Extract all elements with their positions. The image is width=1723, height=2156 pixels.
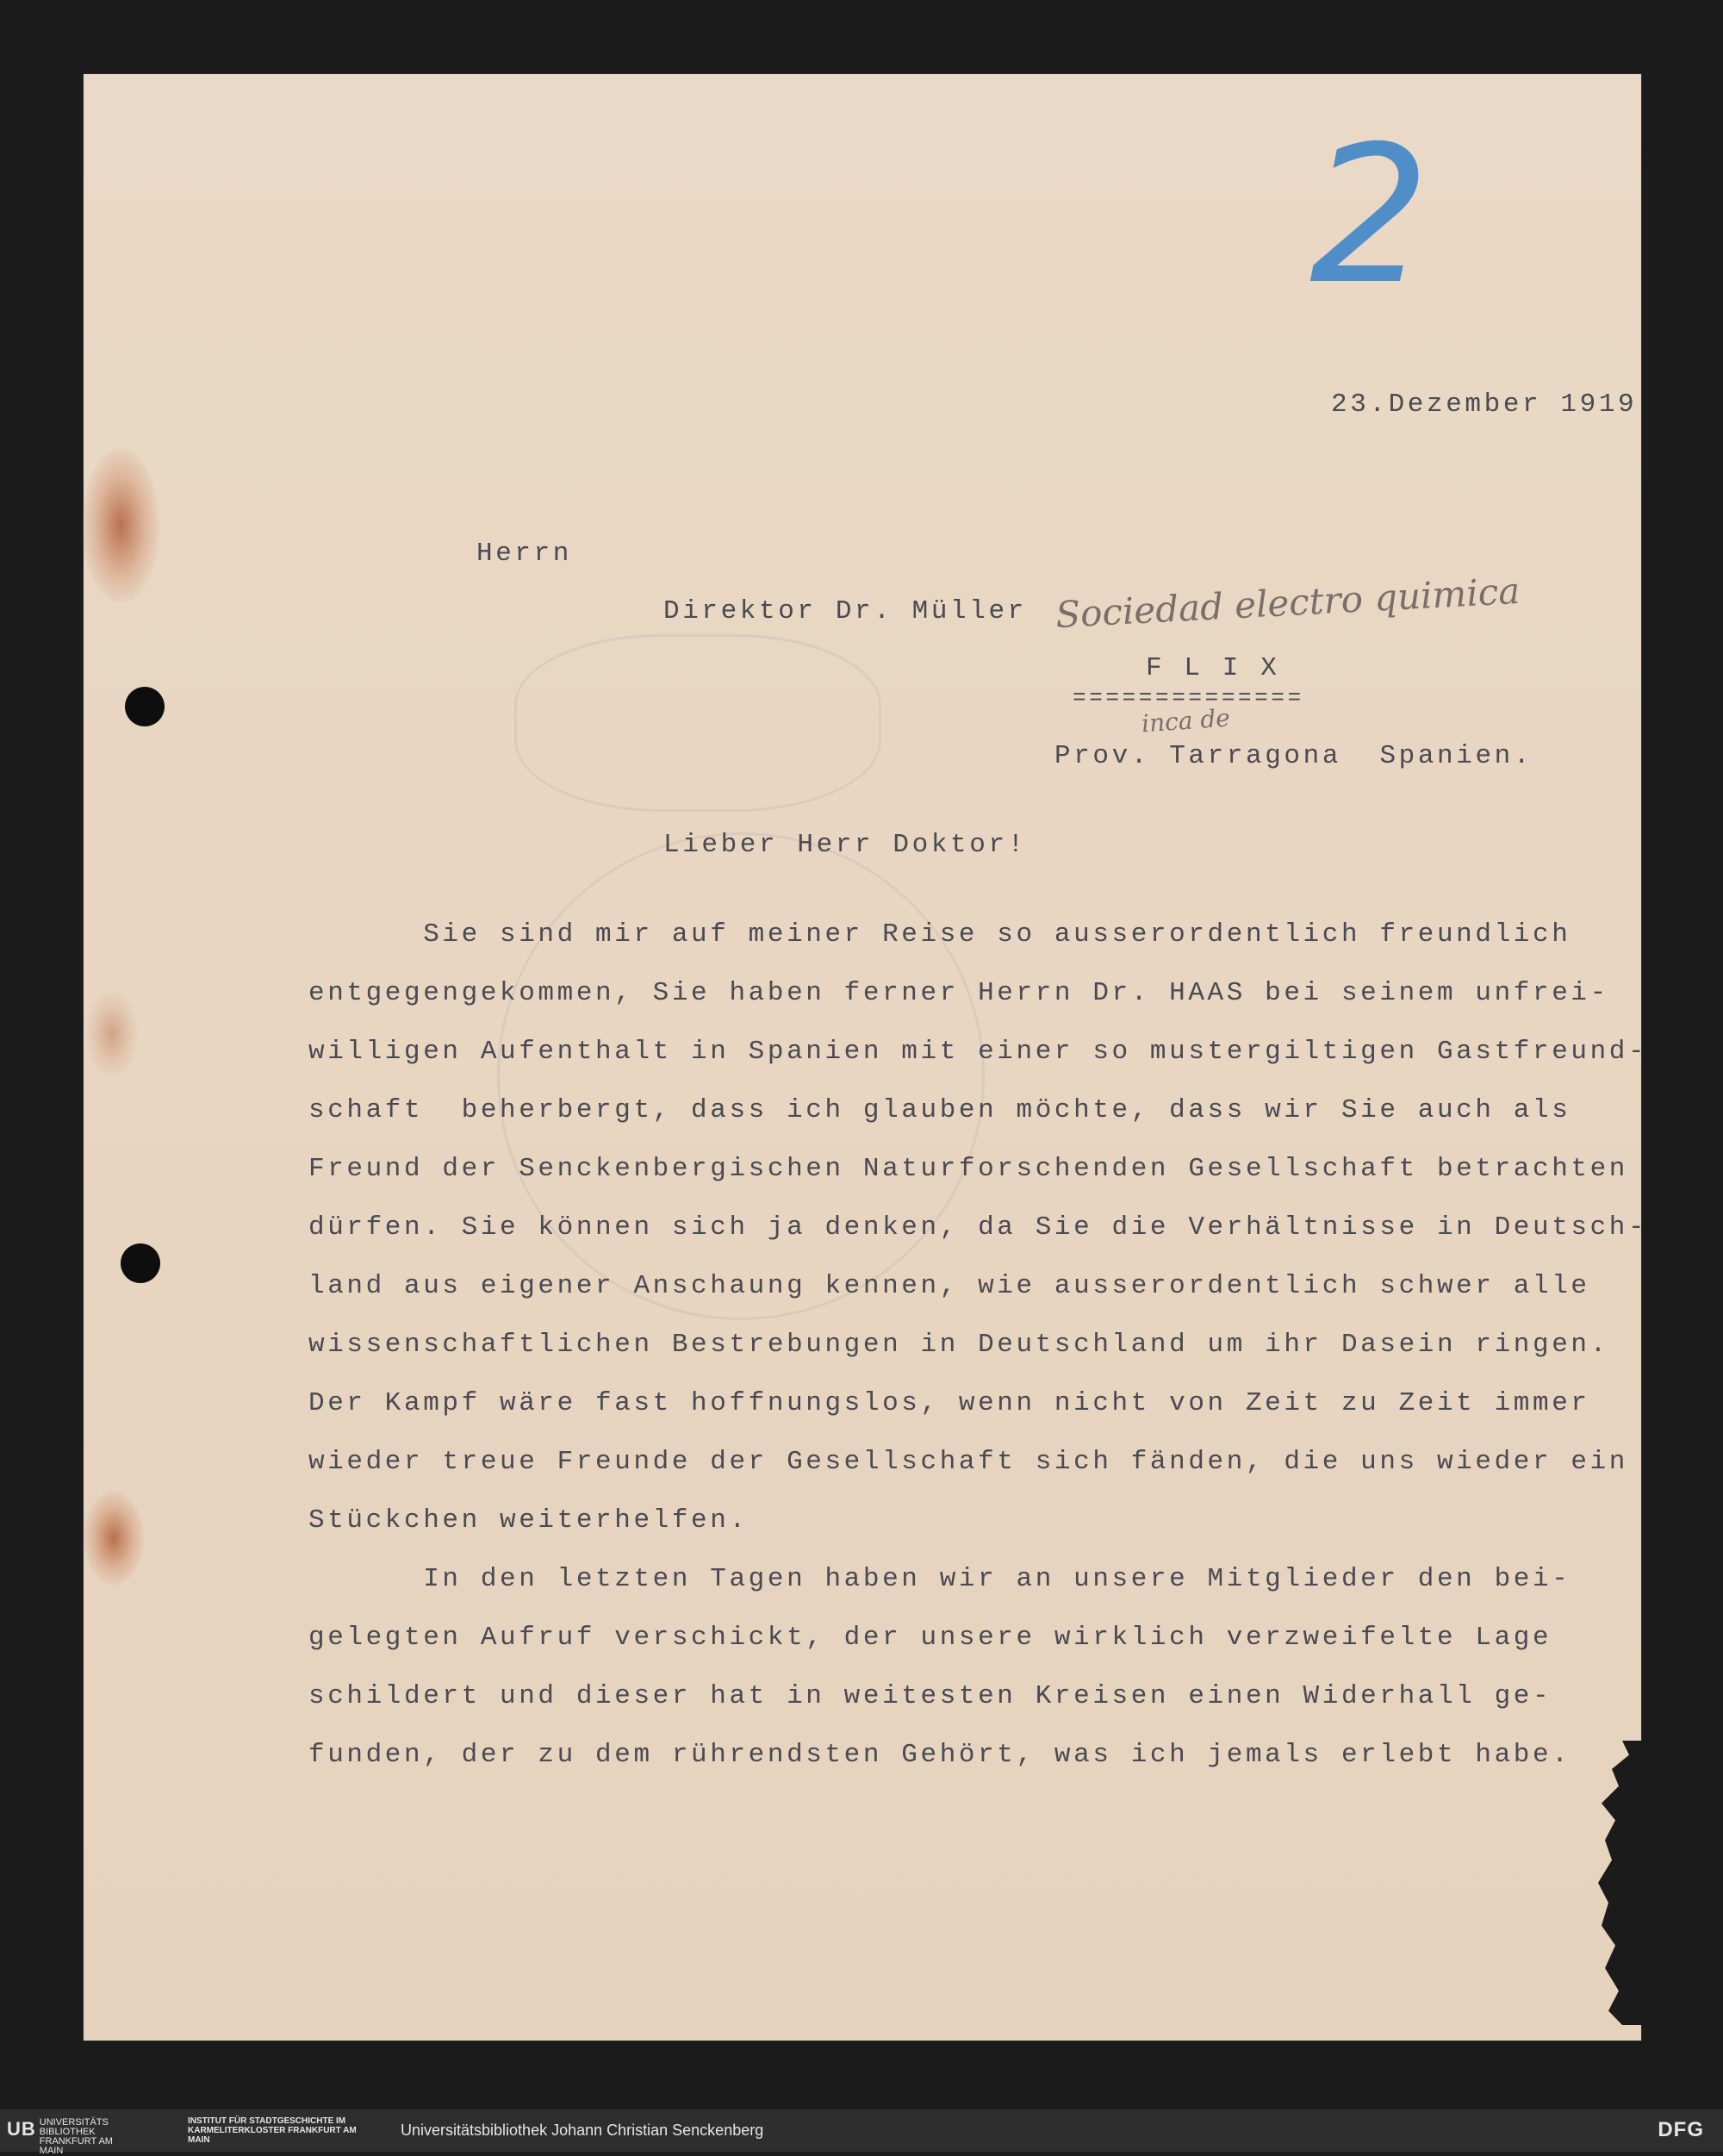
- punch-hole: [125, 687, 165, 726]
- paragraph-line: Der Kampf wäre fast hoffnungslos, wenn nicht von Zeit zu Zeit immer: [308, 1388, 1590, 1418]
- faint-stamp-mark: [497, 832, 985, 1320]
- paragraph-line: willigen Aufenthalt in Spanien mit einer so mustergiltigen Gastfreund-: [308, 1037, 1648, 1067]
- faint-embossed-mark: [514, 634, 881, 812]
- address-town: F L I X: [1146, 653, 1280, 683]
- dfg-logo: DFG: [1658, 2118, 1704, 2141]
- address-herrn: Herrn: [476, 539, 573, 569]
- footer-library-name: Universitätsbibliothek Johann Christian Senckenberg: [401, 2122, 764, 2139]
- institute-logo: INSTITUT FÜR STADTGESCHICHTE IM KARMELITERKLOSTER FRANKFURT AM MAIN: [188, 2116, 357, 2145]
- paragraph-line: In den letzten Tagen haben wir an unsere Mitglieder den bei-: [308, 1564, 1571, 1594]
- handwritten-province-insert: inca de: [1140, 703, 1231, 738]
- paragraph-line: schaft beherbergt, dass ich glauben möchte, dass wir Sie auch als: [308, 1095, 1571, 1125]
- paragraph-line: wissenschaftlichen Bestrebungen in Deutschland um ihr Dasein ringen.: [308, 1330, 1609, 1360]
- paragraph-line: gelegten Aufruf verschickt, der unsere wirklich verzweifelte Lage: [308, 1623, 1552, 1653]
- punch-hole: [121, 1243, 160, 1283]
- letter-date: 23.Dezember 1919: [1331, 389, 1638, 420]
- paragraph-line: Sie sind mir auf meiner Reise so ausserordentlich freundlich: [308, 919, 1571, 950]
- rust-stain: [86, 991, 138, 1077]
- ub-logo: [7, 2118, 134, 2156]
- rust-stain: [84, 1491, 144, 1586]
- paragraph-line: dürfen. Sie können sich ja denken, da Sie die Verhältnisse in Deutsch-: [308, 1212, 1648, 1243]
- paragraph-line: entgegengekommen, Sie haben ferner Herrn Dr. HAAS bei seinem unfrei-: [308, 978, 1609, 1008]
- letter-greeting: Lieber Herr Doktor!: [663, 830, 1027, 860]
- paragraph-line: schildert und dieser hat in weitesten Kreisen einen Widerhall ge-: [308, 1681, 1552, 1711]
- paragraph-line: wieder treue Freunde der Gesellschaft sich fänden, die uns wieder ein: [308, 1447, 1629, 1477]
- page-number-crayon: 2: [1309, 105, 1430, 326]
- paragraph-line: Freund der Senckenbergischen Naturforschenden Gesellschaft betrachten: [308, 1154, 1629, 1184]
- ub-logo-subtext: UNIVERSITÄTS BIBLIOTHEK FRANKFURT AM MAIN: [39, 2117, 113, 2156]
- rust-stain: [82, 448, 159, 603]
- address-underline: ==============: [1073, 685, 1304, 711]
- handwritten-company: Sociedad electro quimica: [1054, 569, 1521, 637]
- ub-logo-text: UB: [7, 2118, 36, 2140]
- paragraph-line: land aus eigener Anschaung kennen, wie ausserordentlich schwer alle: [308, 1271, 1590, 1301]
- paragraph-line: Stückchen weiterhelfen.: [308, 1505, 749, 1536]
- paragraph-line: funden, der zu dem rührendsten Gehört, was ich jemals erlebt habe.: [308, 1740, 1571, 1770]
- address-province: Prov. Tarragona Spanien.: [1054, 741, 1533, 771]
- footer-bar: [0, 2109, 1723, 2156]
- address-recipient: Direktor Dr. Müller: [663, 596, 1027, 626]
